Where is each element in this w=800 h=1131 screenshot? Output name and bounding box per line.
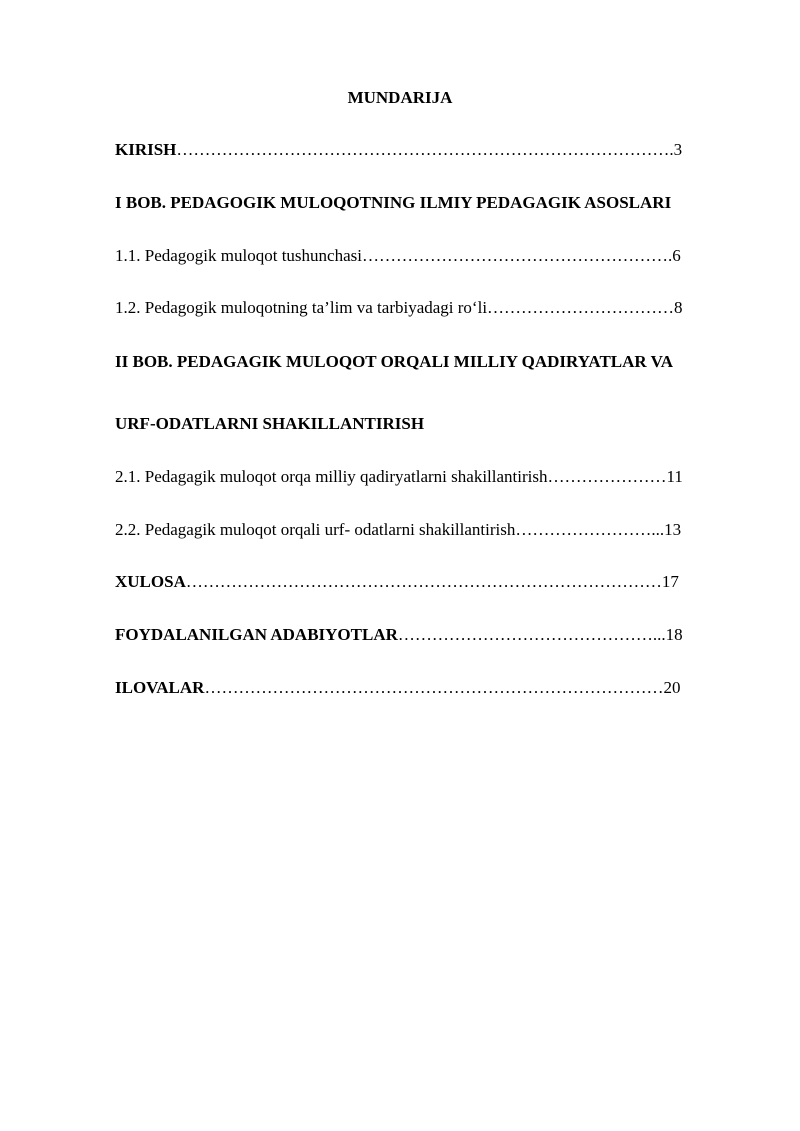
- toc-title: MUNDARIJA: [347, 88, 453, 107]
- toc-entry-kirish: [115, 138, 682, 162]
- toc-entry-leader: ………………………………………………………………………: [204, 678, 664, 697]
- toc-entry-page: 17: [661, 572, 679, 591]
- toc-entry-1-1: [115, 244, 681, 268]
- toc-entry-foydalanilgan-adabiyotlar: [115, 623, 683, 647]
- toc-entry-page: 8: [674, 298, 683, 317]
- toc-entry-2-1: [115, 465, 683, 489]
- toc-entry-page: 11: [666, 467, 683, 486]
- toc-chapter-2-line-1: [115, 350, 673, 374]
- toc-entry-label: I BOB. PEDAGOGIK MULOQOTNING ILMIY PEDAGAGIK ASOSLARI: [115, 193, 672, 212]
- toc-entry-leader: ……………………: [515, 520, 652, 539]
- toc-entry-leader: …………………: [547, 467, 667, 486]
- toc-chapter-1: [115, 191, 671, 215]
- toc-entry-label: URF-ODATLARNI SHAKILLANTIRISH: [115, 414, 425, 433]
- toc-entry-leader: …………………………………………………………………………: [185, 572, 662, 591]
- toc-entry-page: ...18: [652, 625, 683, 644]
- toc-entry-page: .6: [667, 246, 681, 265]
- toc-entry-xulosa: [115, 570, 679, 594]
- toc-chapter-2-line-2: [115, 412, 424, 436]
- toc-entry-label: 2.1. Pedagagik muloqot orqa milliy qadiryatlarni shakillantirish: [115, 467, 548, 486]
- toc-entry-label: II BOB. PEDAGAGIK MULOQOT ORQALI MILLIY QADIRYATLAR VA: [115, 352, 673, 371]
- toc-entry-2-2: [115, 518, 681, 542]
- toc-entry-label: ILOVALAR: [115, 678, 205, 697]
- toc-entry-label: XULOSA: [115, 572, 186, 591]
- toc-entry-1-2: [115, 296, 683, 320]
- toc-entry-label: 1.1. Pedagogik muloqot tushunchasi: [115, 246, 362, 265]
- toc-entry-page: .3: [669, 140, 683, 159]
- toc-entry-label: KIRISH: [115, 140, 177, 159]
- toc-entry-leader: ………………………………………: [397, 625, 653, 644]
- toc-entry-leader: ……………………………: [487, 298, 675, 317]
- toc-entry-ilovalar: [115, 676, 680, 700]
- toc-entry-label: FOYDALANILGAN ADABIYOTLAR: [115, 625, 398, 644]
- toc-entry-label: 2.2. Pedagagik muloqot orqali urf- odatlarni shakillantirish: [115, 520, 516, 539]
- toc-entry-leader: ……………………………………………………………………………: [176, 140, 670, 159]
- toc-entry-page: 20: [663, 678, 681, 697]
- toc-entry-page: ...13: [651, 520, 682, 539]
- toc-entry-leader: ………………………………………………: [361, 246, 668, 265]
- toc-entry-label: 1.2. Pedagogik muloqotning ta’lim va tarbiyadagi ro‘li: [115, 298, 488, 317]
